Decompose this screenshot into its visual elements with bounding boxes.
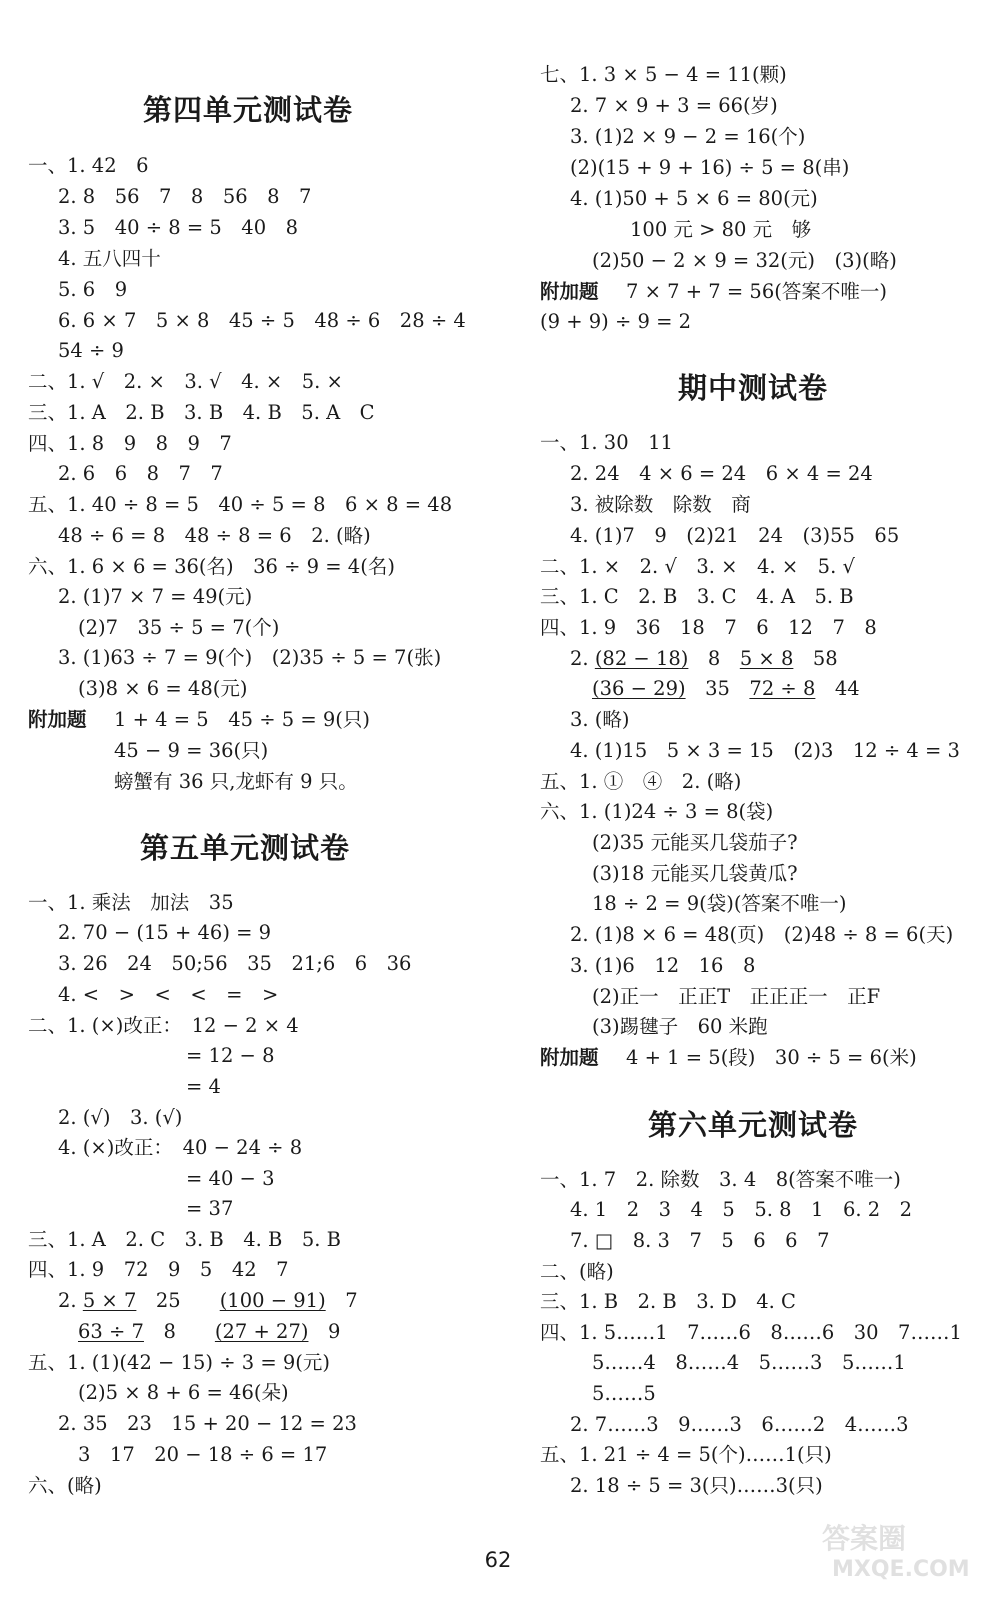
right-answer-line: 3. 被除数 除数 商	[570, 493, 751, 516]
left-answer-line: 一、1. 乘法 加法 35	[28, 891, 234, 914]
left-answer-line: 四、1. 8 9 8 9 7	[28, 432, 232, 455]
right-answer-line: 2. 7……3 9……3 6……2 4……3	[570, 1413, 909, 1436]
watermark-text: 答案圈	[822, 1522, 907, 1555]
right-answer-line: (3)18 元能买几袋黄瓜?	[592, 862, 798, 885]
left-answer-line: 2. (√) 3. (√)	[58, 1106, 183, 1129]
left-answer-line: 3. 26 24 50;56 35 21;6 6 36	[58, 952, 412, 975]
left-answer-line: = 12 − 8	[186, 1044, 275, 1067]
right-answer-line: (3)踢毽子 60 米跑	[592, 1015, 768, 1038]
right-answer-line: 二、1. × 2. √ 3. × 4. × 5. √	[540, 555, 855, 578]
left-answer-line: 2. 8 56 7 8 56 8 7	[58, 185, 312, 208]
left-answer-line: 一、1. 42 6	[28, 154, 149, 177]
left-answer-line: 二、1. √ 2. × 3. √ 4. × 5. ×	[28, 370, 343, 393]
right-answer-line: 五、1. 21 ÷ 4 = 5(个)……1(只)	[540, 1443, 832, 1466]
right-answer-line: 四、1. 9 36 18 7 6 12 7 8	[540, 616, 877, 639]
right-answer-line: (2)(15 + 9 + 16) ÷ 5 = 8(串)	[570, 156, 850, 179]
right-answer-line: 4. (1)15 5 × 3 = 15 (2)3 12 ÷ 4 = 3	[570, 739, 960, 762]
left-answer-line: 63 ÷ 7 8 (27 + 27) 9	[78, 1320, 341, 1343]
right-answer-line: 4. (1)50 + 5 × 6 = 80(元)	[570, 187, 818, 210]
left-answer-line: 螃蟹有 36 只,龙虾有 9 只。	[114, 770, 358, 793]
left-answer-line: (2)7 35 ÷ 5 = 7(个)	[78, 616, 280, 639]
left-answer-line: 6. 6 × 7 5 × 8 45 ÷ 5 48 ÷ 6 28 ÷ 4	[58, 309, 466, 332]
left-answer-line: 54 ÷ 9	[58, 339, 124, 362]
right-answer-line: (2)50 − 2 × 9 = 32(元) (3)(略)	[592, 249, 897, 272]
left-answer-line: 二、1. (×)改正： 12 − 2 × 4	[28, 1014, 299, 1037]
left-answer-line: (3)8 × 6 = 48(元)	[78, 677, 248, 700]
right-answer-line: 2. 24 4 × 6 = 24 6 × 4 = 24	[570, 462, 873, 485]
left-answer-line: 3 17 20 − 18 ÷ 6 = 17	[78, 1443, 328, 1466]
midterm-title: 期中测试卷	[678, 371, 829, 405]
right-answer-line: 2. (1)8 × 6 = 48(页) (2)48 ÷ 8 = 6(天)	[570, 923, 954, 946]
right-answer-line: 5……4 8……4 5……3 5……1	[592, 1351, 906, 1374]
left-answer-line: 2. 5 × 7 25 (100 − 91) 7	[58, 1289, 358, 1312]
left-answer-line: 3. (1)63 ÷ 7 = 9(个) (2)35 ÷ 5 = 7(张)	[58, 646, 442, 669]
left-answer-line: (2)5 × 8 + 6 = 46(朵)	[78, 1381, 289, 1404]
page-number: 62	[484, 1548, 512, 1572]
right-answer-line: 4. 1 2 3 4 5 5. 8 1 6. 2 2	[570, 1198, 913, 1221]
right-answer-line: 七、1. 3 × 5 − 4 = 11(颗)	[540, 63, 787, 86]
left-answer-line: 4. (×)改正： 40 − 24 ÷ 8	[58, 1136, 303, 1159]
left-answer-line: 45 − 9 = 36(只)	[114, 739, 269, 762]
left-answer-line: 4. < > < < = >	[58, 983, 279, 1006]
right-answer-line: 100 元 > 80 元 够	[630, 218, 812, 241]
right-answer-line: 附加题	[540, 1046, 599, 1069]
right-answer-line: 4. (1)7 9 (2)21 24 (3)55 65	[570, 524, 900, 547]
left-answer-line: = 4	[186, 1075, 221, 1098]
right-answer-line: 3. (1)2 × 9 − 2 = 16(个)	[570, 125, 806, 148]
right-answer-line: 六、1. (1)24 ÷ 3 = 8(袋)	[540, 800, 774, 823]
right-answer-line: 5……5	[592, 1382, 656, 1405]
left-answer-line: 六、1. 6 × 6 = 36(名) 36 ÷ 9 = 4(名)	[28, 555, 395, 578]
left-answer-line: 六、(略)	[28, 1474, 102, 1497]
left-answer-line: 48 ÷ 6 = 8 48 ÷ 8 = 6 2. (略)	[58, 524, 371, 547]
left-answer-line: 五、1. (1)(42 − 15) ÷ 3 = 9(元)	[28, 1351, 331, 1374]
left-answer-line: 2. (1)7 × 7 = 49(元)	[58, 585, 253, 608]
watermark-logo-icon	[812, 1514, 982, 1584]
right-answer-line: 2. 7 × 9 + 3 = 66(岁)	[570, 94, 778, 117]
left-answer-line: 2. 35 23 15 + 20 − 12 = 23	[58, 1412, 357, 1435]
right-answer-line: (9 + 9) ÷ 9 = 2	[540, 310, 692, 333]
right-answer-line: 一、1. 7 2. 除数 3. 4 8(答案不唯一)	[540, 1168, 901, 1191]
right-answer-line: (2)35 元能买几袋茄子?	[592, 831, 798, 854]
left-answer-line: 3. 5 40 ÷ 8 = 5 40 8	[58, 216, 299, 239]
right-answer-line: 3. (1)6 12 16 8	[570, 954, 756, 977]
unit5-title: 第五单元测试卷	[140, 831, 351, 865]
unit4-title: 第四单元测试卷	[143, 93, 354, 127]
right-answer-line: 三、1. C 2. B 3. C 4. A 5. B	[540, 585, 854, 608]
right-answer-line: (36 − 29) 35 72 ÷ 8 44	[592, 677, 860, 700]
right-answer-line: 附加题	[540, 280, 599, 303]
left-answer-line: 2. 6 6 8 7 7	[58, 462, 223, 485]
right-answer-line: (2)正一 正正T 正正正一 正F	[592, 985, 881, 1008]
left-answer-line: 四、1. 9 72 9 5 42 7	[28, 1258, 289, 1281]
left-answer-line: 4. 五八四十	[58, 247, 161, 270]
left-answer-line: 五、1. 40 ÷ 8 = 5 40 ÷ 5 = 8 6 × 8 = 48	[28, 493, 453, 516]
right-answer-line: 18 ÷ 2 = 9(袋)(答案不唯一)	[592, 892, 847, 915]
watermark-url: MXQE.COM	[832, 1557, 970, 1582]
right-answer-line: 3. (略)	[570, 708, 630, 731]
right-answer-line: 二、(略)	[540, 1260, 614, 1283]
left-answer-line: = 37	[186, 1197, 234, 1220]
right-answer-line: 五、1. ① ④ 2. (略)	[540, 770, 742, 793]
right-answer-line: 7 × 7 + 7 = 56(答案不唯一)	[626, 280, 887, 303]
right-answer-line: 一、1. 30 11	[540, 431, 673, 454]
left-answer-line: 1 + 4 = 5 45 ÷ 5 = 9(只)	[114, 708, 371, 731]
right-answer-line: 四、1. 5……1 7……6 8……6 30 7……1	[540, 1321, 962, 1344]
left-answer-line: 三、1. A 2. B 3. B 4. B 5. A C	[28, 401, 375, 424]
left-answer-line: = 40 − 3	[186, 1167, 275, 1190]
right-answer-line: 2. (82 − 18) 8 5 × 8 58	[570, 647, 838, 670]
left-answer-line: 2. 70 − (15 + 46) = 9	[58, 921, 272, 944]
left-answer-line: 5. 6 9	[58, 278, 128, 301]
unit6-title: 第六单元测试卷	[648, 1108, 859, 1142]
left-answer-line: 三、1. A 2. C 3. B 4. B 5. B	[28, 1228, 342, 1251]
right-answer-line: 三、1. B 2. B 3. D 4. C	[540, 1290, 796, 1313]
right-answer-line: 4 + 1 = 5(段) 30 ÷ 5 = 6(米)	[626, 1046, 917, 1069]
right-answer-line: 7. □ 8. 3 7 5 6 6 7	[570, 1229, 830, 1252]
left-answer-line: 附加题	[28, 708, 87, 731]
right-answer-line: 2. 18 ÷ 5 = 3(只)……3(只)	[570, 1474, 823, 1497]
